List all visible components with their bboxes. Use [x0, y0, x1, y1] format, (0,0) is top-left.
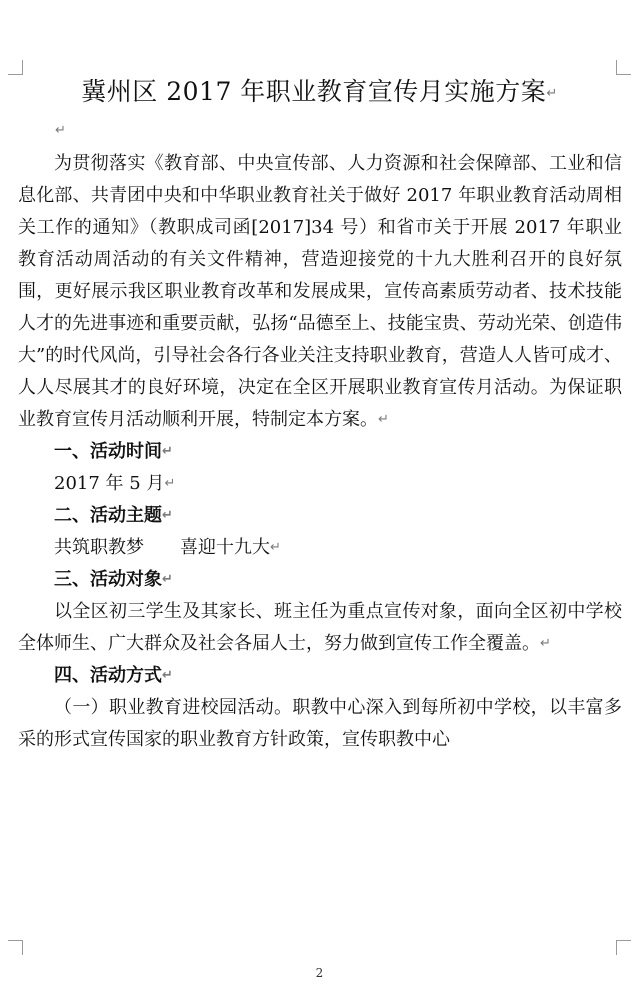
section-text-audience: [18, 596, 622, 660]
page-corner-mark-bottom-right: [616, 940, 631, 955]
paragraph-mark-icon: ↵: [162, 668, 173, 683]
paragraph-mark-icon: ↵: [540, 636, 551, 651]
page-number: 2: [315, 966, 324, 980]
paragraph-mark-icon: ↵: [162, 508, 173, 523]
intro-text: 为贯彻落实《教育部、中央宣传部、人力资源和社会保障部、工业和信息化部、共青团中央和中华职业教育社关于做好 2017 年职业教育活动周相关工作的通知》（教职成司函[2017]34 号）和省市关于开展 2017 年职业教育活动周活动的有关文件精神，营造迎接党的十九大胜利召开的良好氛围，更好展示我区职业教育改革和发展成果，宣传高素质劳动者、技术技能人才的先进事迹和重要贡献，弘扬“品德至上、技能宝贵、劳动光荣、创造伟大”的时代风尚，引导社会各行各业关注支持职业教育，营造人人皆可成才、人人尽展其才的良好环境，决定在全区开展职业教育宣传月活动。为保证职业教育宣传月活动顺利开展，特制定本方案。: [18, 153, 622, 430]
section-text-time-value: 2017 年 5 月: [54, 473, 165, 494]
page-corner-mark-bottom-left: [8, 940, 23, 955]
section-heading-time: [18, 436, 622, 468]
paragraph-mark-icon: ↵: [162, 444, 173, 459]
paragraph-mark-icon: ↵: [378, 412, 389, 427]
section-text-theme-value: 共筑职教梦 喜迎十九大: [54, 537, 270, 558]
section-heading-time-text: 一、活动时间: [54, 441, 162, 462]
section-heading-theme-text: 二、活动主题: [54, 505, 162, 526]
document-title-text: 冀州区 2017 年职业教育宣传月实施方案: [81, 77, 547, 106]
section-heading-theme: [18, 500, 622, 532]
intro-paragraph: [18, 148, 622, 436]
section-text-method-value: （一）职业教育进校园活动。职教中心深入到每所初中学校，以丰富多采的形式宣传国家的职业教育方针政策，宣传职教中心: [18, 697, 622, 750]
section-text-audience-value: 以全区初三学生及其家长、班主任为重点宣传对象，面向全区初中学校全体师生、广大群众及社会各届人士，努力做到宣传工作全覆盖。: [18, 601, 622, 654]
section-heading-audience: [18, 564, 622, 596]
section-text-method: [18, 692, 622, 756]
section-heading-method-text: 四、活动方式: [54, 665, 162, 686]
paragraph-mark-icon: ↵: [55, 123, 66, 138]
empty-paragraph: [55, 120, 66, 142]
document-title: [0, 72, 639, 108]
section-text-time: [18, 468, 622, 500]
paragraph-mark-icon: ↵: [162, 572, 173, 587]
paragraph-mark-icon: ↵: [164, 476, 176, 491]
document-body: [18, 148, 622, 756]
section-text-theme: [18, 532, 622, 564]
section-heading-audience-text: 三、活动对象: [54, 569, 162, 590]
paragraph-mark-icon: ↵: [270, 540, 281, 555]
section-heading-method: [18, 660, 622, 692]
paragraph-mark-icon: ↵: [546, 86, 558, 101]
